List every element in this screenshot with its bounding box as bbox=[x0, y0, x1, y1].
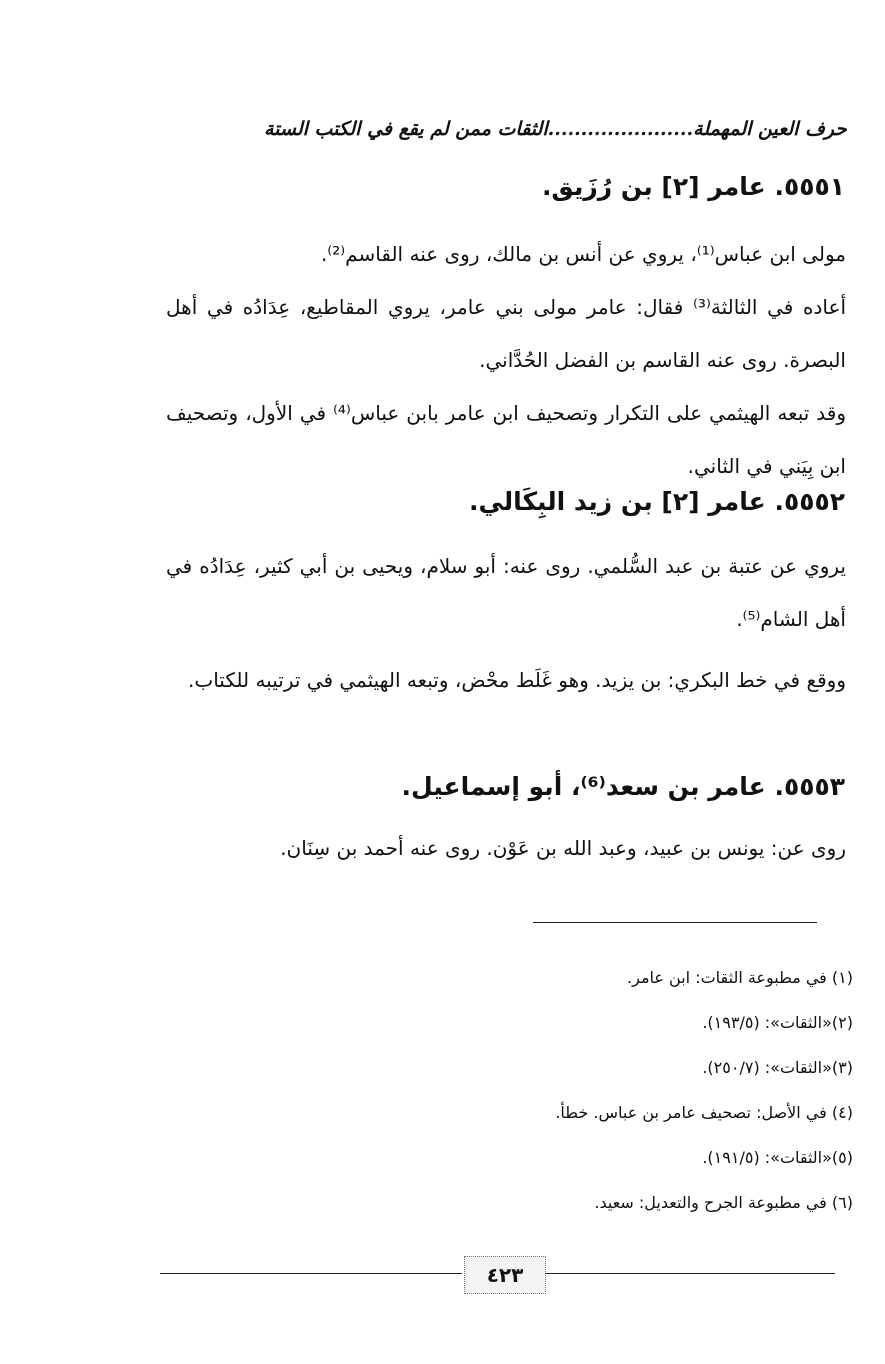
paragraph: مولى ابن عباس⁽¹⁾، يروي عن أنس بن مالك، روى عنه القاسم⁽²⁾. bbox=[320, 242, 846, 266]
paragraph: ووقع في خط البكري: بن يزيد. وهو غَلَط محْض، وتبعه الهيثمي في ترتيبه للكتاب. bbox=[188, 668, 846, 692]
entry-body bbox=[166, 540, 846, 707]
paragraph: أعاده في الثالثة⁽³⁾ فقال: عامر مولى بني عامر، يروي المقاطيع، عِدَادُه في أهل البصرة. روى عنه القاسم بن الفضل الحُدَّاني. bbox=[166, 295, 847, 372]
footnote: (١) في مطبوعة الثقات: ابن عامر. bbox=[627, 968, 853, 987]
footnote-divider bbox=[533, 922, 817, 923]
running-header: حرف العين المهملة......................الثقات ممن لم يقع في الكتب الستة bbox=[263, 118, 847, 140]
paragraph: روى عن: يونس بن عبيد، وعبد الله بن عَوْن. روى عنه أحمد بن سِنَان. bbox=[280, 836, 846, 860]
entry-heading: ٥٥٥١. عامر [٢] بن رُزَيق. bbox=[541, 172, 845, 201]
footer-rule bbox=[160, 1273, 462, 1274]
footer-rule bbox=[545, 1273, 835, 1274]
footnote: (٥)«الثقات»: (١٩١/٥). bbox=[702, 1148, 853, 1167]
entry-heading: ٥٥٥٢. عامر [٢] بن زيد البِكَالي. bbox=[468, 487, 845, 516]
footnote: (٢)«الثقات»: (١٩٣/٥). bbox=[702, 1013, 853, 1032]
page-number: ٤٢٣ bbox=[464, 1256, 546, 1294]
footnote: (٤) في الأصل: تصحيف عامر بن عباس. خطأ. bbox=[555, 1103, 853, 1122]
entry-heading: ٥٥٥٣. عامر بن سعد⁽⁶⁾، أبو إسماعيل. bbox=[401, 772, 845, 801]
footnote: (٦) في مطبوعة الجرح والتعديل: سعيد. bbox=[594, 1193, 853, 1212]
entry-body bbox=[166, 822, 846, 875]
paragraph: وقد تبعه الهيثمي على التكرار وتصحيف ابن عامر بابن عباس⁽⁴⁾ في الأول، وتصحيف ابن بِيَني في الثاني. bbox=[166, 401, 846, 478]
entry-body bbox=[166, 228, 846, 493]
footnote: (٣)«الثقات»: (٢٥٠/٧). bbox=[702, 1058, 853, 1077]
footnotes bbox=[153, 955, 853, 1225]
paragraph: يروي عن عتبة بن عبد السُّلمي. روى عنه: أبو سلام، ويحيى بن أبي كثير، عِدَادُه في أهل الشام⁽⁵⁾. bbox=[166, 554, 846, 631]
